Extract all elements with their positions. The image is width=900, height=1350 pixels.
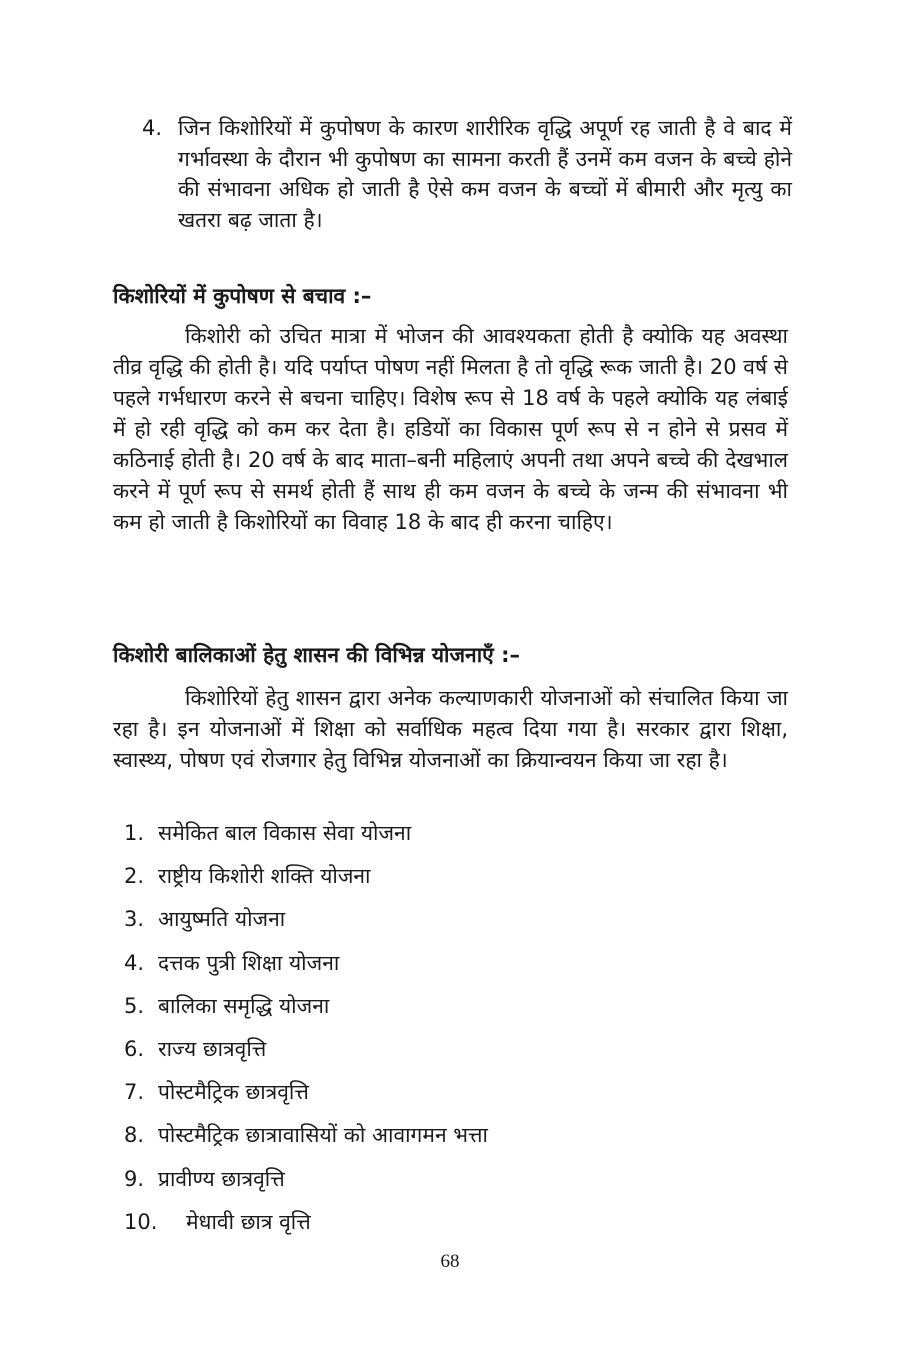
list-item-number: 5. — [124, 993, 145, 1018]
list-item-label: समेकित बाल विकास सेवा योजना — [158, 821, 412, 845]
numbered-point-4 — [142, 113, 792, 235]
list-item — [124, 904, 488, 947]
list-item-label: मेधावी छात्र वृत्ति — [186, 1209, 311, 1234]
list-item-number: 4. — [124, 950, 145, 975]
list-item-number: 9. — [124, 1166, 145, 1191]
point-text: जिन किशोरियों में कुपोषण के कारण शारीरिक वृद्धि अपूर्ण रह जाती है वे बाद में गर्भावस्था के दौरान भी कुपोषण का सामना करती हैं उनमें कम वजन के बच्चे होने की संभावना अधिक हो जाती है ऐसे कम वजन के बच्चों में बीमारी और मृत्यु का खतरा बढ़ जाता है। — [178, 116, 792, 232]
list-item-number: 8. — [124, 1123, 145, 1148]
list-item-label: पोस्टमैट्रिक छात्रवृत्ति — [158, 1080, 309, 1105]
list-item-label: आयुष्मति योजना — [158, 907, 286, 932]
paragraph-prevention: किशोरी को उचित मात्रा में भोजन की आवश्यकता होती है क्योकि यह अवस्था तीव्र वृद्धि की होती है। यदि पर्याप्त पोषण नहीं मिलता है तो वृद्धि रूक जाती है। 20 वर्ष से पहले गर्भधारण करने से बचना चाहिए। विशेष रूप से 18 वर्ष के पहले क्योकि यह लंबाई में हो रही वृद्धि को कम कर देता है। हडियों का विकास पूर्ण रूप से न होने से प्रसव में कठिनाई होती है। 20 वर्ष के बाद माता–बनी महिलाएं अपनी तथा अपने बच्चे की देखभाल करने में पूर्ण रूप से समर्थ होती हैं साथ ही कम वजन के बच्चे के जन्म की संभावना भी कम हो जाती है किशोरियों का विवाह 18 के बाद ही करना चाहिए। — [113, 324, 788, 534]
point-number: 4. — [142, 116, 163, 140]
list-item — [124, 1164, 488, 1207]
list-item-number: 6. — [124, 1036, 145, 1061]
list-item — [124, 1120, 488, 1163]
list-item-label: राष्ट्रीय किशोरी शक्ति योजना — [158, 864, 371, 889]
list-item-label: पोस्टमैट्रिक छात्रावासियों को आवागमन भत्ता — [158, 1123, 488, 1148]
list-item-number: 1. — [124, 821, 145, 845]
page-number: 68 — [440, 1251, 460, 1272]
list-item — [124, 991, 488, 1034]
section-heading-schemes: किशोरी बालिकाओं हेतु शासन की विभिन्न योजनाएँ :– — [113, 643, 520, 667]
list-item-number: 2. — [124, 864, 145, 889]
list-item-label: राज्य छात्रवृत्ति — [158, 1036, 267, 1061]
scheme-list — [124, 818, 488, 1250]
list-item-label: दत्तक पुत्री शिक्षा योजना — [158, 950, 340, 975]
list-item-number: 3. — [124, 907, 145, 932]
list-item-number: 7. — [124, 1080, 145, 1105]
list-item — [124, 948, 488, 991]
list-item — [124, 1207, 488, 1250]
paragraph-schemes: किशोरियों हेतु शासन द्वारा अनेक कल्याणकारी योजनाओं को संचालित किया जा रहा है। इन योजनाओं में शिक्षा को सर्वाधिक महत्व दिया गया है। सरकार द्वारा शिक्षा, स्वास्थ्य, पोषण एवं रोजगार हेतु विभिन्न योजनाओं का क्रियान्वयन किया जा रहा है। — [113, 686, 788, 772]
list-item — [124, 1034, 488, 1077]
list-item-label: प्रावीण्य छात्रवृत्ति — [158, 1166, 285, 1191]
list-item-number: 10. — [124, 1209, 158, 1234]
section-heading-prevention: किशोरियों में कुपोषण से बचाव :– — [113, 284, 372, 308]
list-item-label: बालिका समृद्धि योजना — [158, 993, 330, 1018]
list-item — [124, 861, 488, 904]
list-item — [124, 818, 488, 861]
list-item — [124, 1077, 488, 1120]
